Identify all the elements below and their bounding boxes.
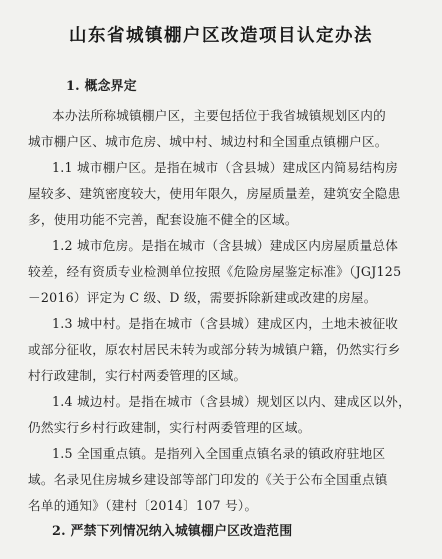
paragraph-line: 本办法所称城镇棚户区，主要包括位于我省城镇规划区内的	[52, 108, 386, 123]
paragraph-line: 域。名录见住房城乡建设部等部门印发的《关于公布全国重点镇	[28, 472, 388, 487]
paragraph-line: 仍然实行乡村行政建制，实行村两委管理的区域。	[28, 420, 311, 435]
section-2-heading: 2. 严禁下列情况纳入城镇棚户区改造范围	[52, 524, 293, 539]
paragraph-line: 屋较多、建筑密度较大，使用年限久，房屋质量差，建筑安全隐患	[28, 186, 401, 201]
paragraph-line: 村行政建制，实行村两委管理的区域。	[28, 368, 247, 383]
paragraph-line: 城市棚户区、城市危房、城中村、城边村和全国重点镇棚户区。	[28, 134, 388, 149]
paragraph-line: 或部分征收，原农村居民未转为或部分转为城镇户籍，仍然实行乡	[28, 342, 401, 357]
paragraph-line: 1.1 城市棚户区。是指在城市（含县城）建成区内简易结构房	[52, 160, 399, 175]
paragraph-line: －2016）评定为 C 级、D 级，需要拆除新建或改建的房屋。	[28, 290, 377, 305]
paragraph-line: 多，使用功能不完善，配套设施不健全的区域。	[28, 212, 298, 227]
paragraph-line: 1.5 全国重点镇。是指列入全国重点镇名录的镇政府驻地区	[52, 446, 386, 461]
paragraph-line: 1.3 城中村。是指在城市（含县城）建成区内，土地未被征收	[52, 316, 399, 331]
document-title: 山东省城镇棚户区改造项目认定办法	[69, 26, 373, 46]
section-1-heading: 1. 概念界定	[66, 79, 137, 94]
paragraph-line: 1.2 城市危房。是指在城市（含县城）建成区内房屋质量总体	[52, 238, 399, 253]
paragraph-line: 1.4 城边村。是指在城市（含县城）规划区以内、建成区以外，	[52, 394, 411, 409]
paragraph-line: 较差，经有资质专业检测单位按照《危险房屋鉴定标准》（JGJ125	[28, 264, 402, 279]
paragraph-line: 名单的通知》（建村〔2014〕107 号）。	[28, 498, 258, 513]
